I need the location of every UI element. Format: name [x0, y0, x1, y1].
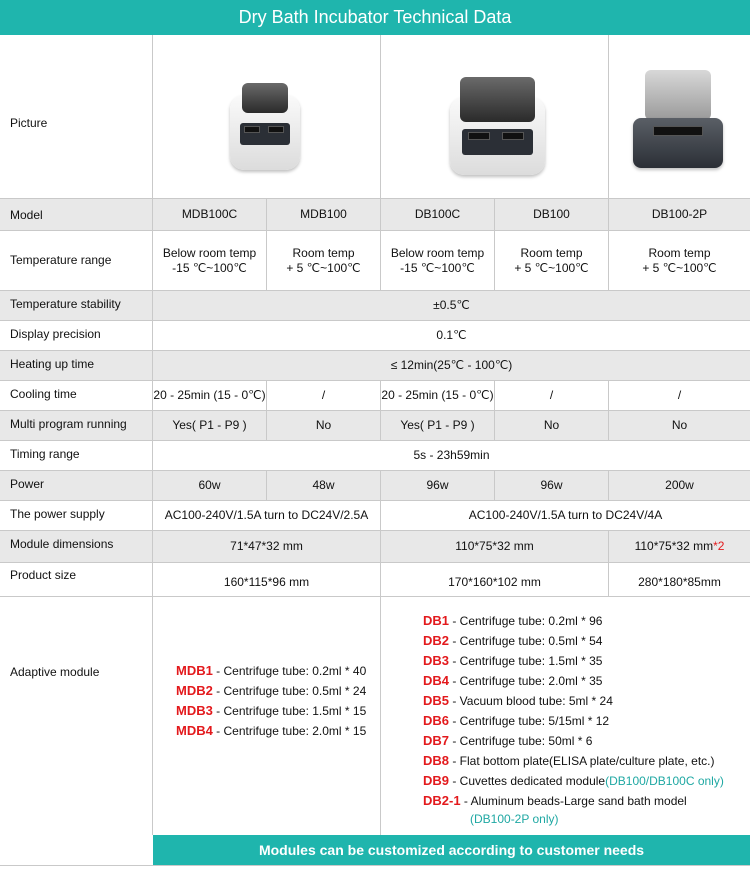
row-label-picture: Picture: [10, 116, 48, 130]
row-label-heating-up-time: Heating up time: [10, 357, 95, 371]
list-item: MDB1 - Centrifuge tube: 0.2ml * 40: [176, 663, 367, 678]
row-label-module-dimensions: Module dimensions: [10, 537, 114, 551]
multi-program-cell: Yes( P1 - P9 ): [152, 411, 266, 440]
picture-row: [0, 35, 750, 199]
multi-program-cell: No: [608, 411, 750, 440]
heating-up-time-value: ≤ 12min(25℃ - 100℃): [152, 351, 750, 380]
list-item: DB2 - Centrifuge tube: 0.5ml * 54: [423, 633, 603, 648]
model-cell: DB100C: [380, 199, 494, 230]
module-dimensions-cell: 71*47*32 mm: [152, 531, 380, 562]
temp-range-cell: Room temp + 5 ℃~100℃: [494, 231, 608, 290]
power-cell: 48w: [266, 471, 380, 500]
multi-program-cell: Yes( P1 - P9 ): [380, 411, 494, 440]
display-precision-value: 0.1℃: [152, 321, 750, 350]
multi-program-row: [0, 411, 750, 441]
power-cell: 96w: [494, 471, 608, 500]
product-size-row: [0, 563, 750, 597]
product-image-db: [450, 75, 545, 175]
list-item: DB6 - Centrifuge tube: 5/15ml * 12: [423, 713, 610, 728]
list-item: DB2-1 - Aluminum beads-Large sand bath model: [423, 793, 687, 808]
row-label-power-supply: The power supply: [10, 507, 105, 521]
customization-banner: Modules can be customized according to customer needs: [153, 835, 750, 865]
temperature-stability-value: ±0.5℃: [152, 291, 750, 320]
cooling-time-cell: /: [608, 381, 750, 410]
timing-range-value: 5s - 23h59min: [152, 441, 750, 470]
display-precision-row: [0, 321, 750, 351]
power-supply-row: [0, 501, 750, 531]
heating-up-time-row: [0, 351, 750, 381]
list-item: DB4 - Centrifuge tube: 2.0ml * 35: [423, 673, 603, 688]
timing-range-row: [0, 441, 750, 471]
row-label-display-precision: Display precision: [10, 327, 101, 341]
model-cell: DB100-2P: [608, 199, 750, 230]
mdb-module-list: [176, 661, 366, 741]
cooling-time-cell: 20 - 25min (15 - 0℃): [380, 381, 494, 410]
cooling-time-cell: /: [494, 381, 608, 410]
power-cell: 200w: [608, 471, 750, 500]
product-size-cell: 160*115*96 mm: [152, 563, 380, 596]
power-cell: 96w: [380, 471, 494, 500]
temperature-range-row: [0, 231, 750, 291]
product-size-cell: 280*180*85mm: [608, 563, 750, 596]
row-label-multi-program: Multi program running: [10, 417, 127, 431]
temp-range-cell: Room temp + 5 ℃~100℃: [608, 231, 750, 290]
page-title: Dry Bath Incubator Technical Data: [0, 0, 750, 35]
list-item: DB1 - Centrifuge tube: 0.2ml * 96: [423, 613, 603, 628]
list-item: MDB4 - Centrifuge tube: 2.0ml * 15: [176, 723, 367, 738]
list-item: DB5 - Vacuum blood tube: 5ml * 24: [423, 693, 613, 708]
power-supply-cell: AC100-240V/1.5A turn to DC24V/4A: [380, 501, 750, 530]
list-item: DB9 - Cuvettes dedicated module(DB100/DB100C only): [423, 773, 724, 788]
row-label-cooling-time: Cooling time: [10, 387, 77, 401]
module-dimensions-note: *2: [713, 539, 725, 553]
cooling-time-row: [0, 381, 750, 411]
multi-program-cell: No: [266, 411, 380, 440]
row-label-temperature-range: Temperature range: [10, 253, 112, 267]
model-cell: MDB100: [266, 199, 380, 230]
model-cell: MDB100C: [152, 199, 266, 230]
db-module-list: [423, 611, 724, 827]
row-label-timing-range: Timing range: [10, 447, 80, 461]
module-dimensions-cell: 110*75*32 mm *2: [608, 531, 750, 562]
power-supply-cell: AC100-240V/1.5A turn to DC24V/2.5A: [152, 501, 380, 530]
module-dimensions-row: [0, 531, 750, 563]
adaptive-module-row: [0, 597, 750, 835]
cooling-time-cell: /: [266, 381, 380, 410]
temp-range-cell: Below room temp -15 ℃~100℃: [380, 231, 494, 290]
product-size-cell: 170*160*102 mm: [380, 563, 608, 596]
list-item: DB8 - Flat bottom plate(ELISA plate/culture plate, etc.): [423, 753, 715, 768]
product-image-mdb: [230, 75, 300, 170]
power-row: [0, 471, 750, 501]
power-cell: 60w: [152, 471, 266, 500]
module-dimensions-cell: 110*75*32 mm: [380, 531, 608, 562]
model-row: [0, 199, 750, 231]
multi-program-cell: No: [494, 411, 608, 440]
product-image-db100-2p: [633, 70, 723, 175]
list-item: MDB3 - Centrifuge tube: 1.5ml * 15: [176, 703, 367, 718]
row-label-product-size: Product size: [10, 568, 77, 582]
list-item: MDB2 - Centrifuge tube: 0.5ml * 24: [176, 683, 367, 698]
list-item: (DB100-2P only): [470, 812, 559, 826]
model-cell: DB100: [494, 199, 608, 230]
row-label-power: Power: [10, 477, 45, 491]
cooling-time-cell: 20 - 25min (15 - 0℃): [152, 381, 266, 410]
row-label-adaptive-module: Adaptive module: [10, 665, 100, 679]
row-label-temperature-stability: Temperature stability: [10, 297, 121, 311]
temp-range-cell: Below room temp -15 ℃~100℃: [152, 231, 266, 290]
row-label-model: Model: [10, 208, 43, 222]
list-item: DB7 - Centrifuge tube: 50ml * 6: [423, 733, 593, 748]
temp-range-cell: Room temp + 5 ℃~100℃: [266, 231, 380, 290]
list-item: DB3 - Centrifuge tube: 1.5ml * 35: [423, 653, 603, 668]
temperature-stability-row: [0, 291, 750, 321]
